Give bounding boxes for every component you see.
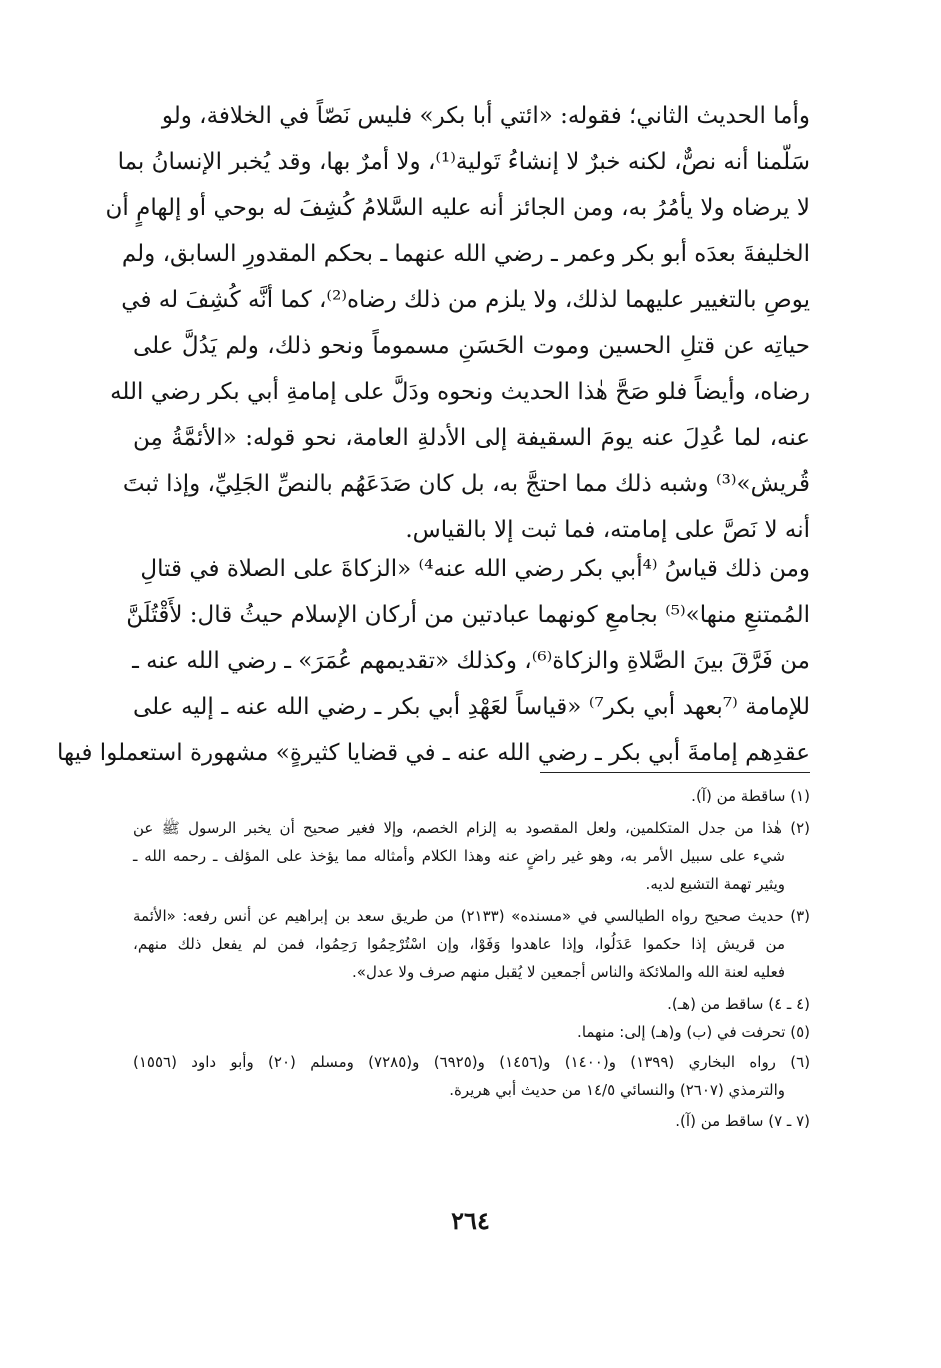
footnote-line: (٤ ـ ٤) ساقط من (هـ). [667, 995, 810, 1013]
footnote-line: ويثير تهمة التشيع لديه. [645, 875, 785, 893]
footnote-line: فعليه لعنة الله والملائكة والناس أجمعين لا يُقبل منهم صرف ولا عدل». [352, 963, 785, 981]
body-line: ومن ذلك قياسُ ⁽⁴أبي بكر رضي الله عنه⁴⁾ «الزكاةَ على الصلاة في قتالِ [140, 556, 810, 582]
footnote-line: (٢) هٰذا من جدل المتكلمين، ولعل المقصود به إلزام الخصم، وإلا فغير صحيح أن يخبر الرسول ﷺ عن [133, 819, 810, 837]
body-line: عنه، لما عُدِلَ عنه يومَ السقيفة إلى الأدلةِ العامة، نحو قوله: «الأئمَّةُ مِن [133, 425, 810, 451]
footnote-line: (٥) تحرفت في (ب) و(هـ) إلى: منهما. [577, 1023, 810, 1041]
footnote-line: والترمذي (٢٦٠٧) والنسائي ١٤/٥ من حديث أبي هريرة. [449, 1081, 785, 1099]
footnote-line: (٣) حديث صحيح رواه الطيالسي في «مسنده» (٢١٣٣) من طريق سعد بن إبراهيم عن أنس رفعه: «الأئمة [133, 907, 810, 925]
footnote-line: من قريش إذا حكموا عَدَلُوا، وإذا عاهدوا وَفَوْا، وإن اسْتُرْحِمُوا رَحِمُوا، فمن لم يفعل ذلك منهم، [133, 935, 785, 953]
body-line: للإمامة ⁽⁷بعهد أبي بكر⁷⁾ «قياساً لعَهْدِ أبي بكر ـ رضي الله عنه ـ إليه على [133, 694, 810, 720]
body-line: حياتِه عن قتلِ الحسين وموت الحَسَنِ مسموماً ونحو ذلك، ولم يَدُلَّ على [133, 333, 810, 359]
body-line: وأما الحديث الثاني؛ فقوله: «ائتي أبا بكر» فليس نَصّاً في الخلافة، ولو [161, 103, 810, 129]
body-line: لا يرضاه ولا يأمُرُ به، ومن الجائز أنه عليه السَّلامُ كُشِفَ له بوحي أو إلهامٍ أن [105, 195, 810, 221]
body-line: سَلّمنا أنه نصٌّ، لكنه خبرٌ لا إنشاءُ تَولية⁽¹⁾، ولا أمرٌ بها، وقد يُخبر الإنسانُ بما [117, 149, 810, 175]
body-line: رضاه، وأيضاً فلو صَحَّ هٰذا الحديث ونحوه ودَلَّ على إمامةِ أبي بكر رضي الله [110, 379, 810, 405]
footnote-line: شيء على سبيل الأمر به، وهو غير راضٍ عنه وهذا الكلام وأمثاله مما يؤخذ على المؤلف ـ رحمه الله ـ [133, 847, 785, 865]
footnote-line: (٦) رواه البخاري (١٣٩٩) و(١٤٠٠) و(١٤٥٦) و(٦٩٢٥) و(٧٢٨٥) ومسلم (٢٠) وأبو داود (١٥٥٦) [133, 1053, 811, 1071]
body-line: أنه لا نَصَّ على إمامته، فما ثبت إلا بالقياس. [405, 517, 810, 543]
body-line: عقدِهم إمامةَ أبي بكر ـ رضي الله عنه ـ في قضايا كثيرةٍ» مشهورة استعملوا فيها [56, 740, 810, 766]
body-line: يوصِ بالتغيير عليهما لذلك، ولا يلزم من ذلك رضاه⁽²⁾، كما أنَّه كُشِفَ له في [121, 287, 810, 313]
footnote-separator [540, 772, 810, 773]
body-line: الخليفةَ بعدَه أبو بكر وعمر ـ رضي الله عنهما ـ بحكم المقدورِ السابق، ولم [121, 241, 810, 267]
footnote-line: (٧ ـ ٧) ساقط من (آ). [675, 1112, 810, 1130]
body-line: من فَرَّقَ بينَ الصَّلاةِ والزكاة⁽⁶⁾، وكذلك «تقديمهم عُمَرَ» ـ رضي الله عنه ـ [132, 648, 810, 674]
footnote-line: (١) ساقطة من (آ). [691, 787, 810, 805]
body-line: المُمتنعِ منها»⁽⁵⁾ بجامعِ كونهما عبادتين من أركان الإسلام حيثُ قال: لأَقْتُلَنَّ [126, 602, 810, 628]
body-line: قُريش»⁽³⁾ وشبه ذلك مما احتجَّ به، بل كان صَدَعَهُم بالنصِّ الجَلِيِّ، وإذا ثبتَ [122, 471, 810, 497]
page-number: ٢٦٤ [451, 1206, 490, 1235]
